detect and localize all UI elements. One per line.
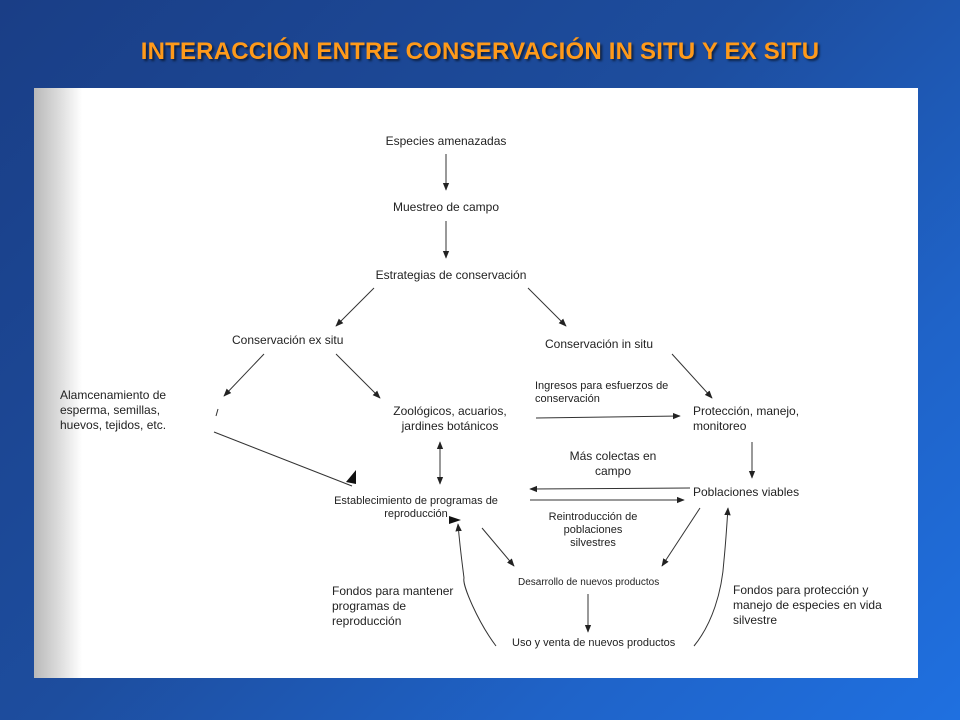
arrow-estrategias-insitu	[528, 288, 566, 326]
arrow-uso-poblaciones	[694, 508, 728, 646]
node-almacenamiento: Alamcenamiento de esperma, semillas, huevos, tejidos, etc.	[60, 388, 167, 432]
node-in-situ: Conservación in situ	[545, 337, 654, 351]
node-muestreo: Muestreo de campo	[392, 200, 500, 214]
node-desarrollo: Desarrollo de nuevos productos	[518, 577, 660, 588]
arrow-ingresos-proteccion	[536, 416, 680, 418]
arrow-estrategias-exsitu	[336, 288, 374, 326]
node-fondos-mantener: Fondos para mantener programas de reproducción	[332, 584, 454, 628]
arrow-almacenamiento-establecimiento	[214, 432, 352, 486]
node-especies: Especies amenazadas	[385, 134, 507, 148]
node-reintroduccion: Reintroducción de poblaciones silvestres	[548, 511, 638, 549]
arrow-poblaciones-desarrollo	[662, 508, 700, 566]
arrow-poblaciones-establecimiento	[530, 488, 690, 489]
node-estrategias: Estrategias de conservación	[375, 268, 527, 282]
node-uso-venta: Uso y venta de nuevos productos	[512, 637, 676, 649]
arrow-exsitu-almacenamiento	[224, 354, 264, 396]
node-poblaciones: Poblaciones viables	[693, 485, 800, 499]
node-fondos-proteccion: Fondos para protección y manejo de especies en vida silvestre	[733, 583, 882, 627]
node-establecimiento: Establecimiento de programas de reproducción	[334, 495, 498, 520]
tick-mark	[216, 409, 218, 416]
node-ingresos: Ingresos para esfuerzos de conservación	[535, 380, 669, 405]
arrow-establecimiento-desarrollo	[482, 528, 514, 566]
node-ex-situ: Conservación ex situ	[232, 333, 344, 347]
arrow-almacenamiento-establecimiento-head	[346, 470, 356, 484]
node-proteccion: Protección, manejo, monitoreo	[693, 404, 800, 433]
arrow-insitu-proteccion	[672, 354, 712, 398]
arrow-exsitu-zoologicos	[336, 354, 380, 398]
node-zoologicos: Zoológicos, acuarios, jardines botánicos	[393, 404, 507, 433]
slide-title: INTERACCIÓN ENTRE CONSERVACIÓN IN SITU Y EX SITU	[140, 38, 820, 65]
node-mas-colectas: Más colectas en campo	[569, 449, 657, 478]
